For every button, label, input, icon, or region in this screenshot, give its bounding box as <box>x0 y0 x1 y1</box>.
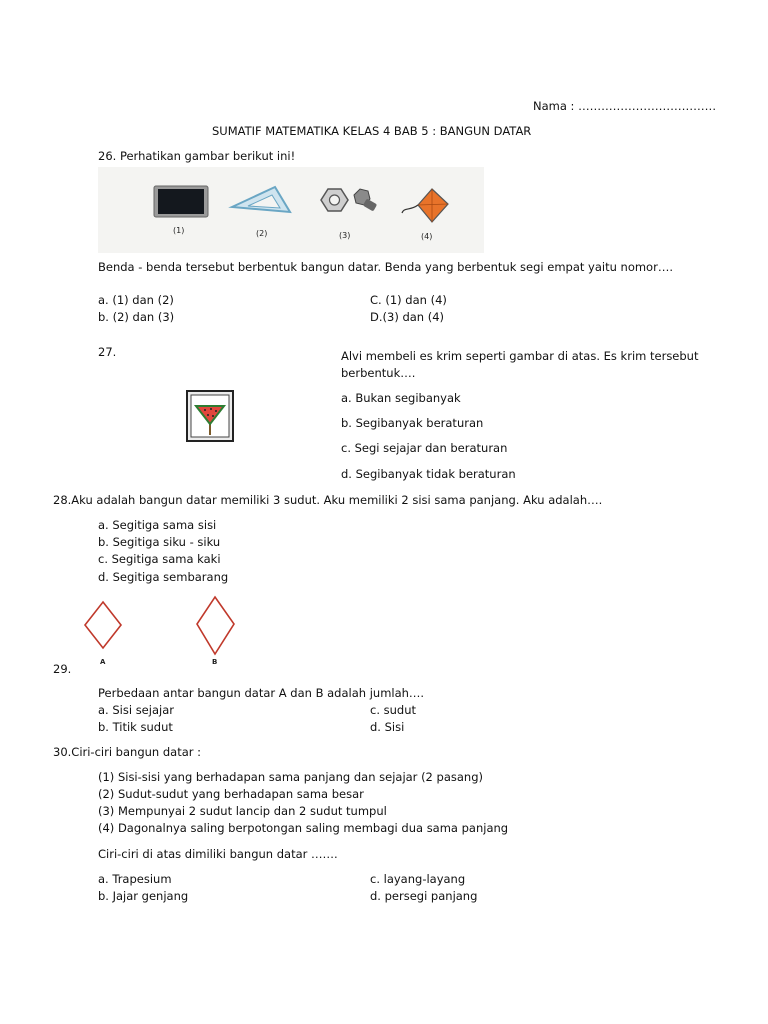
q26-objects-figure <box>98 167 484 253</box>
q26-label-4: (4) <box>421 232 433 241</box>
q26-label-2: (2) <box>256 229 268 238</box>
q30-item-1: (1) Sisi-sisi yang berhadapan sama panjang dan sejajar (2 pasang) <box>98 770 483 784</box>
q30-item-2: (2) Sudut-sudut yang berhadapan sama besar <box>98 787 364 801</box>
q26-question: 26. Perhatikan gambar berikut ini! <box>98 149 296 163</box>
q30-option-a: a. Trapesium <box>98 872 172 886</box>
q28-option-d: d. Segitiga sembarang <box>98 570 229 584</box>
ice-cream-figure <box>186 390 234 442</box>
q30-option-d: d. persegi panjang <box>370 889 478 903</box>
q29-option-a: a. Sisi sejajar <box>98 703 174 717</box>
q27-question-line2: berbentuk…. <box>341 366 416 380</box>
name-field: Nama : ……………………………… <box>533 99 717 113</box>
q27-number: 27. <box>98 345 117 359</box>
q26-option-b: b. (2) dan (3) <box>98 310 175 324</box>
q28-option-b: b. Segitiga siku - siku <box>98 535 221 549</box>
q27-option-c: c. Segi sejajar dan beraturan <box>341 441 508 455</box>
q26-statement: Benda - benda tersebut berbentuk bangun datar. Benda yang berbentuk segi empat yaitu nomor…. <box>98 260 673 274</box>
q30-option-c: c. layang-layang <box>370 872 466 886</box>
kite-b-shape <box>197 597 234 654</box>
q26-label-1: (1) <box>173 226 185 235</box>
tablet-icon <box>154 186 208 217</box>
page-title: SUMATIF MATEMATIKA KELAS 4 BAB 5 : BANGUN DATAR <box>212 124 532 138</box>
q28-option-c: c. Segitiga sama kaki <box>98 552 221 566</box>
q27-option-d: d. Segibanyak tidak beraturan <box>341 467 516 481</box>
q27-question-line1: Alvi membeli es krim seperti gambar di atas. Es krim tersebut <box>341 349 699 363</box>
q26-label-3: (3) <box>339 231 351 240</box>
q29-shapes-figure <box>78 592 238 668</box>
q30-item-4: (4) Dagonalnya saling berpotongan saling membagi dua sama panjang <box>98 821 509 835</box>
q29-number: 29. <box>53 662 72 676</box>
q28-question: 28.Aku adalah bangun datar memiliki 3 sudut. Aku memiliki 2 sisi sama panjang. Aku adalah…. <box>53 493 603 507</box>
q29-option-d: d. Sisi <box>370 720 405 734</box>
q30-question: 30.Ciri-ciri bangun datar : <box>53 745 202 759</box>
q26-option-c: C. (1) dan (4) <box>370 293 447 307</box>
q26-option-a: a. (1) dan (2) <box>98 293 174 307</box>
q27-option-a: a. Bukan segibanyak <box>341 391 461 405</box>
q30-option-b: b. Jajar genjang <box>98 889 189 903</box>
shape-label-b: B <box>212 658 218 666</box>
rhombus-a-shape <box>85 602 121 648</box>
q28-option-a: a. Segitiga sama sisi <box>98 518 217 532</box>
q29-option-c: c. sudut <box>370 703 417 717</box>
q29-question: Perbedaan antar bangun datar A dan B adalah jumlah…. <box>98 686 425 700</box>
q30-statement: Ciri-ciri di atas dimiliki bangun datar ……. <box>98 847 338 861</box>
shape-label-a: A <box>100 658 106 666</box>
q26-option-d: D.(3) dan (4) <box>370 310 445 324</box>
q27-option-b: b. Segibanyak beraturan <box>341 416 484 430</box>
q29-option-b: b. Titik sudut <box>98 720 173 734</box>
q30-item-3: (3) Mempunyai 2 sudut lancip dan 2 sudut tumpul <box>98 804 387 818</box>
